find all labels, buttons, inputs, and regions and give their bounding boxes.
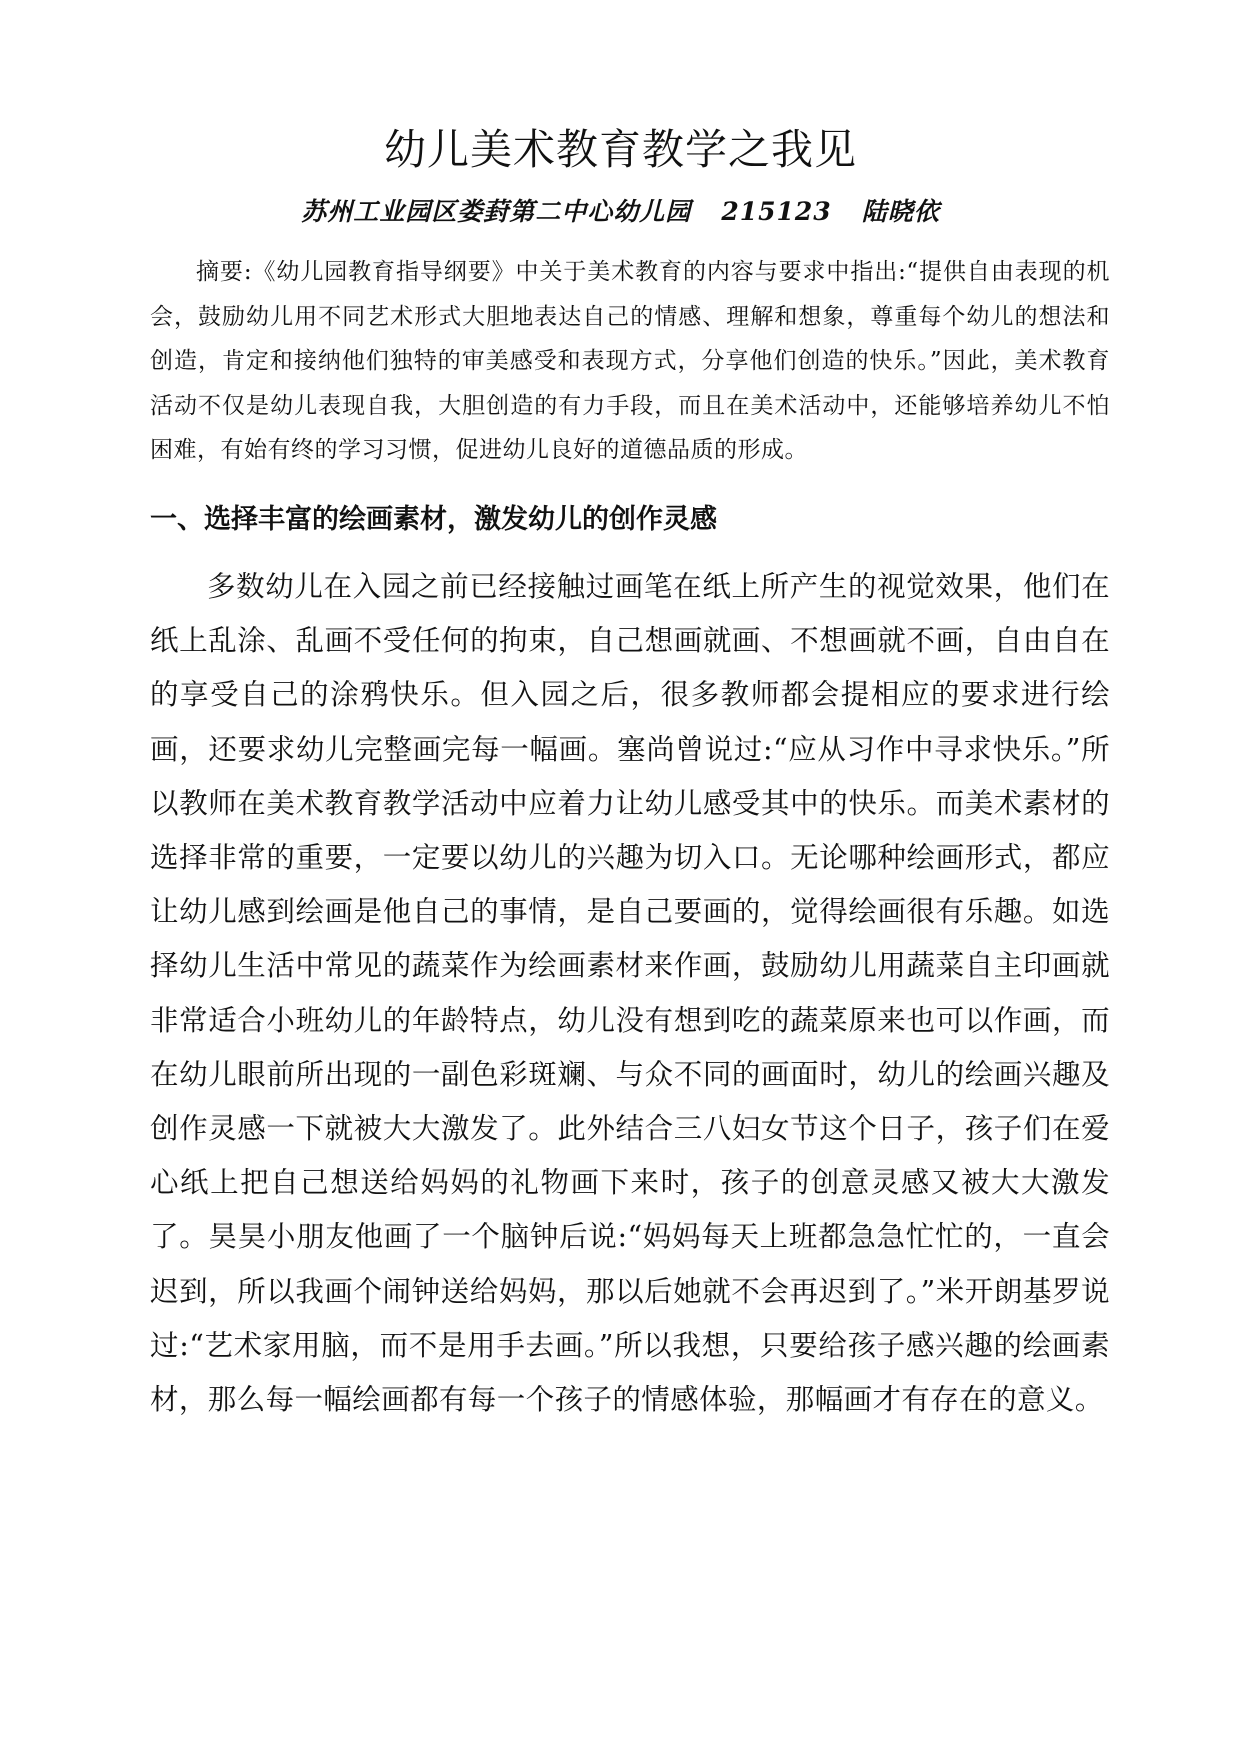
section-1-paragraph: 多数幼儿在入园之前已经接触过画笔在纸上所产生的视觉效果，他们在纸上乱涂、乱画不受任何的拘束，自己想画就画、不想画就不画，自由自在的享受自己的涂鸦快乐。但入园之后，很多教师都会提相应的要求进行绘画，还要求幼儿完整画完每一幅画。塞尚曾说过:“应从习作中寻求快乐。”所以教师在美术教育教学活动中应着力让幼儿感受其中的快乐。而美术素材的选择非常的重要，一定要以幼儿的兴趣为切入口。无论哪种绘画形式，都应让幼儿感到绘画是他自己的事情，是自己要画的，觉得绘画很有乐趣。如选择幼儿生活中常见的蔬菜作为绘画素材来作画，鼓励幼儿用蔬菜自主印画就非常适合小班幼儿的年龄特点，幼儿没有想到吃的蔬菜原来也可以作画，而在幼儿眼前所出现的一副色彩斑斓、与众不同的画面时，幼儿的绘画兴趣及创作灵感一下就被大大激发了。此外结合三八妇女节这个日子，孩子们在爱心纸上把自己想送给妈妈的礼物画下来时，孩子的创意灵感又被大大激发了。昊昊小朋友他画了一个脑钟后说:“妈妈每天上班都急急忙忙的，一直会迟到，所以我画个闹钟送给妈妈，那以后她就不会再迟到了。”米开朗基罗说过:“艺术家用脑，而不是用手去画。”所以我想，只要给孩子感兴趣的绘画素材，那么每一幅绘画都有每一个孩子的情感体验，那幅画才有存在的意义。 (150, 570, 1110, 1417)
author-line (0, 192, 1241, 232)
author-school: 苏州工业园区娄葑第二中心幼儿园 (301, 197, 692, 226)
author-name: 陆晓依 (861, 197, 940, 226)
abstract-paragraph: 摘要:《幼儿园教育指导纲要》中关于美术教育的内容与要求中指出:“提供自由表现的机会，鼓励幼儿用不同艺术形式大胆地表达自己的情感、理解和想象，尊重每个幼儿的想法和创造，肯定和接纳他们独特的审美感受和表现方式，分享他们创造的快乐。”因此，美术教育活动不仅是幼儿表现自我，大胆创造的有力手段，而且在美术活动中，还能够培养幼儿不怕困难，有始有终的学习习惯，促进幼儿良好的道德品质的形成。 (150, 259, 1110, 463)
author-postcode: 215123 (721, 197, 832, 226)
document-title: 幼儿美术教育教学之我见 (383, 125, 857, 174)
section-1-heading: 一、选择丰富的绘画素材，激发幼儿的创作灵感 (150, 504, 717, 535)
